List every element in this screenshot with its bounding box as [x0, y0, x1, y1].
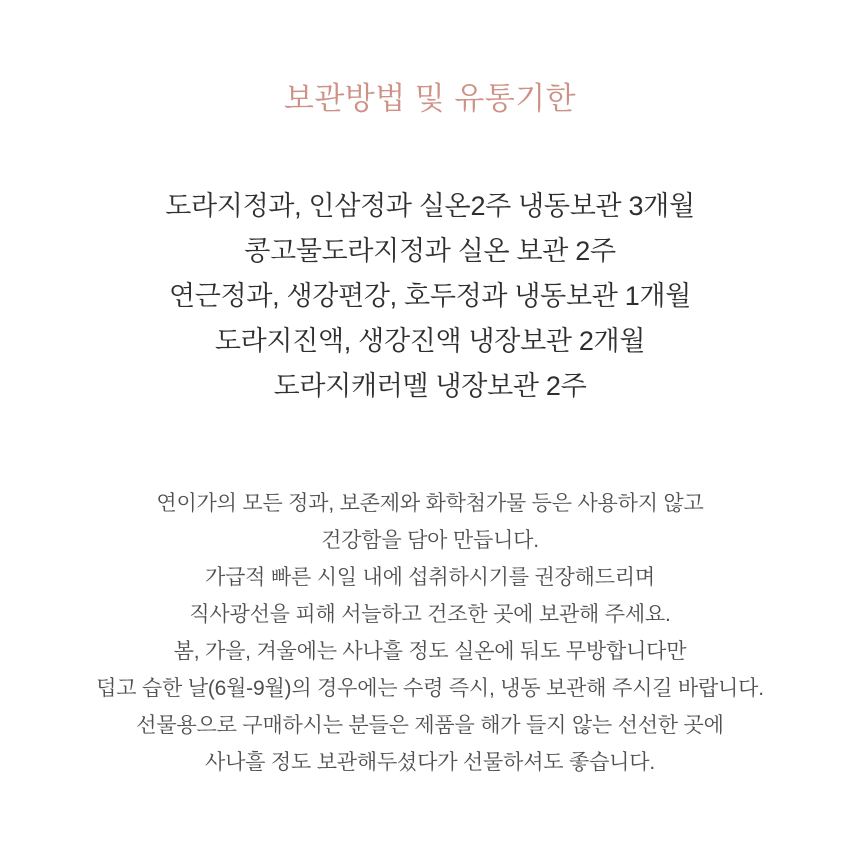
storage-duration-list	[0, 184, 860, 409]
storage-line: 콩고물도라지정과 실온 보관 2주	[244, 236, 616, 266]
note-line: 건강함을 담아 만듭니다.	[321, 529, 539, 552]
note-line: 연이가의 모든 정과, 보존제와 화학첨가물 등은 사용하지 않고	[156, 492, 704, 515]
storage-notes-paragraph	[0, 485, 860, 781]
storage-line: 도라지캐러멜 냉장보관 2주	[273, 371, 587, 401]
note-line: 가급적 빠른 시일 내에 섭취하시기를 권장해드리며	[205, 566, 655, 589]
storage-line: 연근정과, 생강편강, 호두정과 냉동보관 1개월	[168, 281, 691, 311]
storage-line: 도라지진액, 생강진액 냉장보관 2개월	[214, 326, 646, 356]
note-line: 사나흘 정도 보관해두셨다가 선물하셔도 좋습니다.	[205, 751, 655, 774]
note-line: 덥고 습한 날(6월-9월)의 경우에는 수령 즉시, 냉동 보관해 주시길 바랍니다.	[96, 677, 764, 700]
note-line: 직사광선을 피해 서늘하고 건조한 곳에 보관해 주세요.	[189, 603, 671, 626]
note-line: 봄, 가을, 겨울에는 사나흘 정도 실온에 둬도 무방합니다만	[173, 640, 687, 663]
page-title: 보관방법 및 유통기한	[283, 81, 577, 116]
storage-line: 도라지정과, 인삼정과 실온2주 냉동보관 3개월	[165, 191, 695, 221]
note-line: 선물용으로 구매하시는 분들은 제품을 해가 들지 않는 선선한 곳에	[136, 714, 724, 737]
